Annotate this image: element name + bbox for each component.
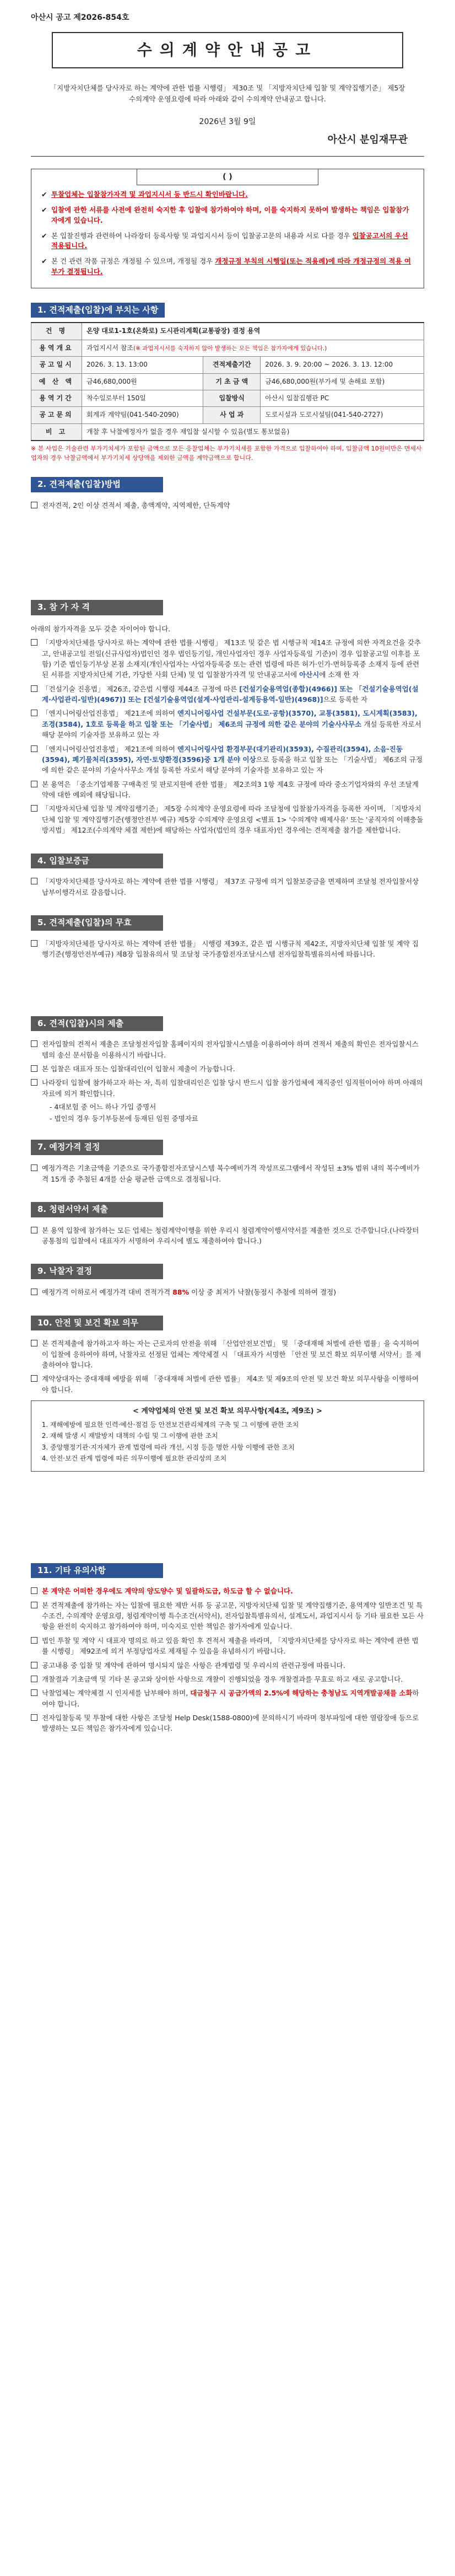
misc-item: 법인 투찰 및 계약 시 대표자 명의로 하고 있음 확인 후 견적서 제출을 바라며, 「지방자치단체를 당사자로 하는 계약에 관한 법률 시행령」 제92조에 의거 부정당업자로 제재될 수 있음을 유념하시기 바랍니다. (31, 1635, 424, 1657)
contract-info-table (31, 322, 424, 441)
table-row: 공고문의 회계과 계약팀(041-540-2090) 사 업 과 도로시설과 도로시설팀(041-540-2727) (31, 407, 424, 423)
safety-obligation-title: < 계약업체의 안전 및 보건 확보 의무사항(제4조, 제9조) > (132, 1407, 323, 1416)
section-heading: 7. 예정가격 결정 (31, 1140, 163, 1155)
integrity-pledge-line: 본 용역 입찰에 참가하는 모든 업체는 청렴계약이행을 위한 우리시 청렴계약이행서약서를 제출한 것으로 간주합니다.(나라장터 공통첨의 입찰에서 대표자가 서명하여 우리시에 별도 제출하여야 합니다.) (31, 1225, 424, 1247)
safety-item: 본 견적제출에 참가하고자 하는 자는 근로자의 안전을 위해 「산업안전보건법」 및 「중대재해 처벌에 관한 법률」을 숙지하여 이 입찰에 응하여야 하며, 낙찰자로 선정된 업체는 계약체결 시 「대표자가 서명한 「안전 및 보건 확보 의무이행 서약서」를 제출하여야 합니다. (31, 1338, 424, 1370)
caution-box (31, 169, 424, 288)
check-mark-icon: ✔ (41, 257, 47, 266)
bid-bond-line: 「지방자치단체를 당사자로 하는 계약에 관한 법률 시행령」 제37조 규정에 의거 입찰보증금을 면제하며 조달청 전자입찰서상 납부이행각서로 갈음합니다. (31, 876, 424, 898)
list-item: 4. 안전·보건 관계 법령에 따른 의무이행에 필요한 관리상의 조치 (50, 1454, 415, 1463)
checkbox-icon (31, 502, 37, 508)
section-heading: 9. 낙찰자 결정 (31, 1264, 163, 1279)
document-title: 수의계약안내공고 (52, 32, 403, 68)
list-item: 1. 재해예방에 필요한 인력·예산·점검 등 안전보건관리체계의 구축 및 그 이행에 관한 조치 (50, 1420, 415, 1430)
table-row: 용역기간 착수일로부터 150일 입찰방식 아산시 입찰집행관 PC (31, 390, 424, 407)
caution-list (31, 185, 424, 277)
checkbox-icon (31, 685, 37, 692)
checkbox-icon (31, 1289, 37, 1295)
issuer-name: 아산시 분임재무관 (327, 134, 408, 146)
checkbox-icon (31, 1375, 37, 1382)
safety-item: 계약상대자는 중대재해 예방을 위해 「중대재해 처벌에 관한 법률」 제4조 및 제9조의 안전 및 보건 확보 의무사항을 이행하여야 합니다. (31, 1373, 424, 1395)
checkbox-icon (31, 1040, 37, 1047)
section-heading: 5. 견적제출(입찰)의 무효 (31, 915, 163, 931)
section-heading: 11. 기타 유의사항 (31, 1563, 163, 1579)
vat-footnote: ※ 본 사업은 기술관련 부가기치세가 포함된 금액으로 모든 응찰업체는 부가기치세를 포함한 가격으로 입찰하여야 하며, 입찰금액 10원미만은 면세사업자의 경우 낙찰금액에서 부가기치세 상당액을 제외한 금액을 계약금액으로 합니다. (31, 445, 422, 461)
table-row: 공고일시 2026. 3. 13. 13:00 견적제출기간 2026. 3. 9. 20:00 ~ 2026. 3. 13. 12:00 (31, 357, 424, 373)
table-row: 건 명 온양 대로1-1호(온화로) 도시관리계획(교통광장) 결정 용역 (31, 323, 424, 340)
checkbox-icon (31, 1676, 37, 1682)
misc-item: 낙찰업체는 계약체결 시 인지세를 납부해야 하며, 대금청구 시 공급가액의 2.5%에 해당하는 충청남도 지역개발공채를 소화하여야 합니다. (31, 1688, 424, 1709)
eligibility-item: 「지방자치단체를 당사자로 하는 계약에 관한 법률 시행령」 제13조 및 같은 법 시행규칙 제14조 규정에 의한 자격요건을 갖추고, 안내공고일 전일(신규사업자)법인인 경우 법인등기일, 개인사업자인 경우 사업자등록일 기준)이 경우 입찰공고일 이후를 포함) 기준 법인등기부상 본점 소재지(개인사업자는 사업자등록증 또는 관련 법령에 따른 허가·인가·면허등록증 소재지 등에 관련된 서류를 지방자치단체 기관, 가당한 사회 단체) 및 업 입찰참가자격 및 안내공고서에 아산시에 소재 한 자 (31, 637, 424, 680)
award-decision-line: 예정가격 이하로서 예정가격 대비 견적가격 88% 이상 중 최저가 낙찰(동점시 추첨에 의하여 결정) (31, 1287, 424, 1297)
announcement-date: 2026년 3월 9일 (199, 117, 256, 127)
table-row: 예 산 액 금46,680,000원 기 초 금 액 금46,680,000원(부가세 및 손해료 포함) (31, 373, 424, 390)
checkbox-icon (31, 639, 37, 646)
eligibility-item: 「엔지니어링산업진흥법」 제21조에 의하여 엔지니어링사업 건설부문(도로·공항)(3570), 교통(3581), 도시계획(3583), 조경(3584), 1호로 등록을 하고 입찰 또는 「기술사법」 제6조의 규정에 의한 같은 분야의 기술사사무소 개설 등록한 자로서 해당 분야의 기술자를 보유하고 있는 자 (31, 708, 424, 740)
misc-item: 개찰결과 기초금액 및 기타 본 공고와 상이한 사항으로 개찰이 진행되었을 경우 개찰결과를 무효로 하고 새로 공고합니다. (31, 1674, 424, 1684)
submission-item: 나라장터 입찰에 참가하고자 하는 자, 특히 입찰대리인은 입찰 당시 반드시 입찰 참가업체에 재직중인 임직원이어야 하며 아래의 자료에 의거 확인합니다. (31, 1077, 424, 1099)
caution-box-title: ( ) (137, 169, 318, 185)
safety-obligation-list (40, 1420, 415, 1464)
bid-method-line: 전자견적, 2인 이상 견적서 제출, 총액계약, 지역제한, 단독계약 (31, 500, 424, 511)
check-mark-icon: ✔ (41, 231, 47, 240)
section-heading: 6. 견적(입찰)시의 제출 (31, 1016, 163, 1032)
section-heading: 3. 참 가 자 격 (31, 600, 163, 615)
checkbox-icon (31, 1602, 37, 1608)
document-number: 아산시 공고 제2026-854호 (31, 13, 129, 22)
table-row: 비 고 개찰 후 낙찰예정자가 없을 경우 재입찰 실시할 수 있음(별도 통보없음) (31, 423, 424, 441)
proof-item: - 법인의 경우 등기부등본에 등재된 임원 증명자료 (50, 1114, 198, 1123)
section-heading: 8. 청렴서약서 제출 (31, 1202, 163, 1217)
list-item: 3. 중앙행정기관·지자체가 관계 법령에 따라 개선, 시정 등을 명한 사항 이행에 관한 조치 (50, 1443, 415, 1452)
submission-item: 전자입찰의 견적서 제출은 조달청전자입찰 홈페이지의 전자입찰시스템을 이용하여야 하며 견적서 제출의 확인은 전자입찰시스템의 송신 문서함을 이용하시기 바랍니다. (31, 1039, 424, 1060)
safety-obligation-box (31, 1400, 424, 1471)
checkbox-icon (31, 710, 37, 716)
intro-paragraph: 「지방자치단체를 당사자로 하는 계약에 관한 법률 시행령」 제30조 및 「지방자치단체 입찰 및 계약집행기준」 제5장 수의계약 운영요령에 따라 아래와 같이 수의계약 안내공고 합니다. (50, 84, 405, 103)
eligibility-item: 본 용역은 「중소기업제품 구매촉진 및 판로지원에 관한 법률」 제2조의3 1항 제4호 규정에 따라 중소기업자와의 우선 조달계약에 대한 예외에 해당됩니다. (31, 779, 424, 801)
divider (31, 156, 424, 157)
submission-item: 본 입찰은 대표자 또는 입찰대리인(이 입찰서 제출이 가능합니다. (31, 1064, 424, 1074)
section-heading: 10. 안전 및 보건 확보 의무 (31, 1316, 163, 1331)
section-heading: 1. 견적제출(입찰)에 부치는 사항 (31, 303, 165, 318)
checkbox-icon (31, 1065, 37, 1072)
checkbox-icon (31, 781, 37, 787)
list-item: 2. 재해 발생 시 재발방지 대책의 수립 및 그 이행에 관한 조치 (50, 1431, 415, 1441)
check-mark-icon: ✔ (41, 190, 47, 199)
section-heading: 4. 입찰보증금 (31, 854, 163, 869)
checkbox-icon (31, 805, 37, 812)
misc-item: 본 견적제출에 참가하는 자는 입찰에 필요한 제반 서류 등 공고문, 지방자치단체 입찰 및 계약집행기준, 용역계약 일반조건 및 특수조건, 수의계약 운영요령, 청렴계약이행 특수조건(서약서), 전자입찰특별유의서, 설계도서, 과업지시서 등 기타 필요한 모든 사항을 완전히 숙지하고 참가하여야 하며, 미숙지로 인한 책임은 참가자에게 있습니다. (31, 1600, 424, 1632)
check-mark-icon: ✔ (41, 206, 47, 214)
checkbox-icon (31, 1164, 37, 1171)
checkbox-icon (31, 1714, 37, 1721)
section-heading: 2. 견적제출(입찰)방법 (31, 477, 163, 492)
checkbox-icon (31, 940, 37, 947)
checkbox-icon (31, 745, 37, 752)
eligibility-item: 「엔지니어링산업진흥법」 제21조에 의하여 엔지니어링사업 환경부문(대기관리)(3593), 수질관리(3594), 소음·진동(3594), 폐기물처리(3595), 자연·토양환경(3596)중 1개 분야 이상으로 등록을 하고 입찰 또는 「기술사법」 제6조의 규정에 의한 같은 분야의 기술사사무소 개설 등록한 자로서 해당 분야의 기술자를 보유하고 있는 자 (31, 744, 424, 776)
caution-item: ✔ 입찰에 관한 서류를 사전에 완전히 숙지한 후 입찰에 참가하여야 하며, 이를 숙지하지 못하여 발생하는 책임은 입찰참가자에게 있습니다. (41, 206, 409, 224)
misc-item: 본 계약은 어떠한 경우에도 계약의 양도양수 및 일괄하도급, 하도급 할 수 없습니다. (31, 1586, 424, 1596)
eligibility-intro: 아래의 참가자격을 모두 갖춘 자이어야 합니다. (31, 625, 171, 634)
checkbox-icon (31, 1079, 37, 1086)
checkbox-icon (31, 1637, 37, 1644)
invalid-bid-line: 「지방자치단체를 당사자로 하는 계약에 관한 법률」 시행령 제39조, 같은 법 시행규칙 제42조, 지방자치단체 입찰 및 계약 집행기준(행정안전부예규) 제8장 입찰유의서 및 조달청 국가종합전자조달시스템 전자입찰특별유의서에 따릅니다. (31, 938, 424, 960)
checkbox-icon (31, 878, 37, 884)
eligibility-item: 「지방자치단체 입찰 및 계약집행기준」 제5장 수의계약 운영요령에 따라 조달청에 입찰참가자격을 등록한 자이며, 「지방자치단체 입찰 및 계약집행기준(행정안전부 예규) 제5장 수의계약 운영요령 <별표 1> '수의계약 배제사유' 또는 '공직자의 이해충돌 방지법」 제12조(수의계약 체결 제한)에 해당하는 사업자(법인의 경우 대표자)인 경우에는 견적제출 참가를 제한합니다. (31, 803, 424, 835)
misc-item: 공고내용 중 입찰 및 계약에 관하여 명시되지 않은 사항은 관계법령 및 우리시의 관련규정에 따릅니다. (31, 1660, 424, 1671)
project-name: 온양 대로1-1호(온화로) 도시관리계획(교통광장) 결정 용역 (82, 323, 424, 340)
checkbox-icon (31, 1587, 37, 1594)
checkbox-icon (31, 1662, 37, 1668)
checkbox-icon (31, 1227, 37, 1233)
caution-item: ✔ 본 입찰진행과 관련하여 나라장터 등록사항 및 과업지시서 등이 입찰공고문의 내용과 서로 다를 경우 입찰공고서의 우선 적용됩니다. (41, 231, 408, 250)
checkbox-icon (31, 1689, 37, 1696)
price-decision-line: 예정가격은 기초금액을 기준으로 국가종합전자조달시스템 복수예비가격 작성프로그램에서 작성된 ±3% 범위 내의 복수예비가격 15개 중 추첨된 4개를 산술 평균한 금액으로 결정됩니다. (31, 1163, 424, 1184)
checkbox-icon (31, 1340, 37, 1346)
misc-item: 전자입찰등록 및 투찰에 대한 사항은 조달청 Help Desk(1588-0800)에 문의하시기 바라며 첨부파일에 대한 열람장애 등으로 발생하는 모든 책임은 참가자에게 있습니다. (31, 1713, 424, 1734)
caution-item: ✔ 투찰업체는 입찰참가자격 및 과업지시서 등 반드시 확인바랍니다. (41, 190, 414, 200)
caution-item: ✔ 본 건 관련 작품 규정은 개정될 수 있으며, 개정될 경우 개정규정 부칙의 시행일(또는 적용례)에 따라 개정규정의 적용 여부가 결정됩니다. (41, 257, 411, 276)
proof-item: - 4대보험 중 어느 하나 가입 증명서 (50, 1103, 156, 1112)
eligibility-item: 「건설기술 진흥법」 제26조, 같은법 시행령 제44조 규정에 따른 [건설기술용역업(종합)(4966)] 또는 「건설기술용역업(설계·사업관리-일반)(4967)] 또는 [건설기술용역업(설계·사업관리-설계등용역-일반)(4968)]으로 등록한 자 (31, 684, 424, 705)
table-row: 용역개요 과업지시서 참조(※ 과업지시서를 숙지하지 않아 발생하는 모든 책임은 참가자에게 있습니다.) (31, 340, 424, 356)
